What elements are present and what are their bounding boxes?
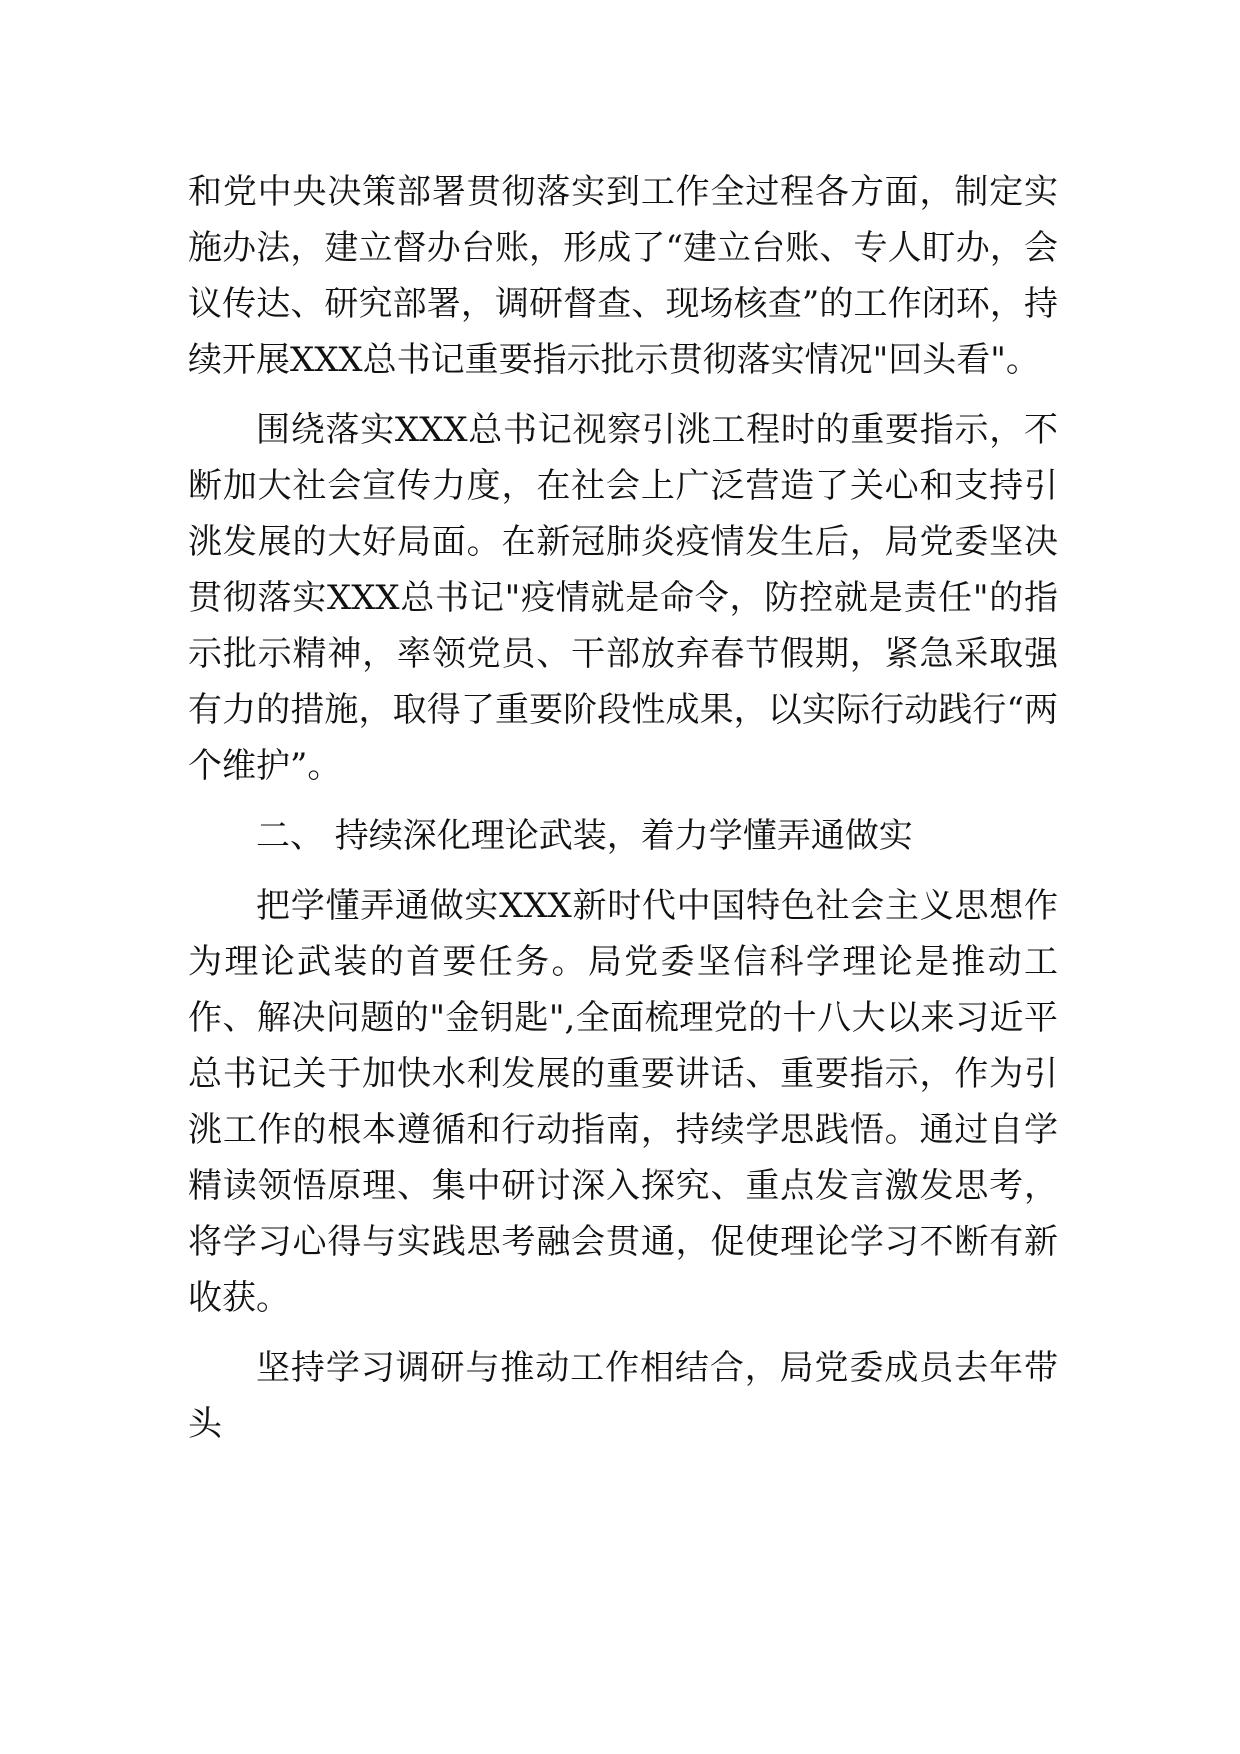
paragraph-study: 坚持学习调研与推动工作相结合，局党委成员去年带头 <box>188 1348 1058 1444</box>
paragraph-continuation: 和党中央决策部署贯彻落实到工作全过程各方面，制定实施办法，建立督办台账，形成了“建立台账、专人盯办，会议传达、研究部署，调研督查、现场核查”的工作闭环，持续开展XXX总书记重要指示批示贯彻落实情况"回头看"。 <box>188 172 1058 380</box>
document-body <box>188 164 1058 1466</box>
paragraph-implementation: 围绕落实XXX总书记视察引洮工程时的重要指示，不断加大社会宣传力度，在社会上广泛营造了关心和支持引洮发展的大好局面。在新冠肺炎疫情发生后，局党委坚决贯彻落实XXX总书记"疫情就是命令，防控就是责任"的指示批示精神，率领党员、干部放弃春节假期，紧急采取强有力的措施，取得了重要阶段性成果，以实际行动践行“两个维护”。 <box>188 410 1058 786</box>
paragraph-theory: 把学懂弄通做实XXX新时代中国特色社会主义思想作为理论武装的首要任务。局党委坚信科学理论是推动工作、解决问题的"金钥匙",全面梳理党的十八大以来习近平总书记关于加快水利发展的重要讲话、重要指示，作为引洮工作的根本遵循和行动指南，持续学思践悟。通过自学精读领悟原理、集中研讨深入探究、重点发言激发思考，将学习心得与实践思考融会贯通，促使理论学习不断有新收获。 <box>188 886 1058 1318</box>
section-heading: 二、 持续深化理论武装，着力学懂弄通做实 <box>256 816 913 856</box>
